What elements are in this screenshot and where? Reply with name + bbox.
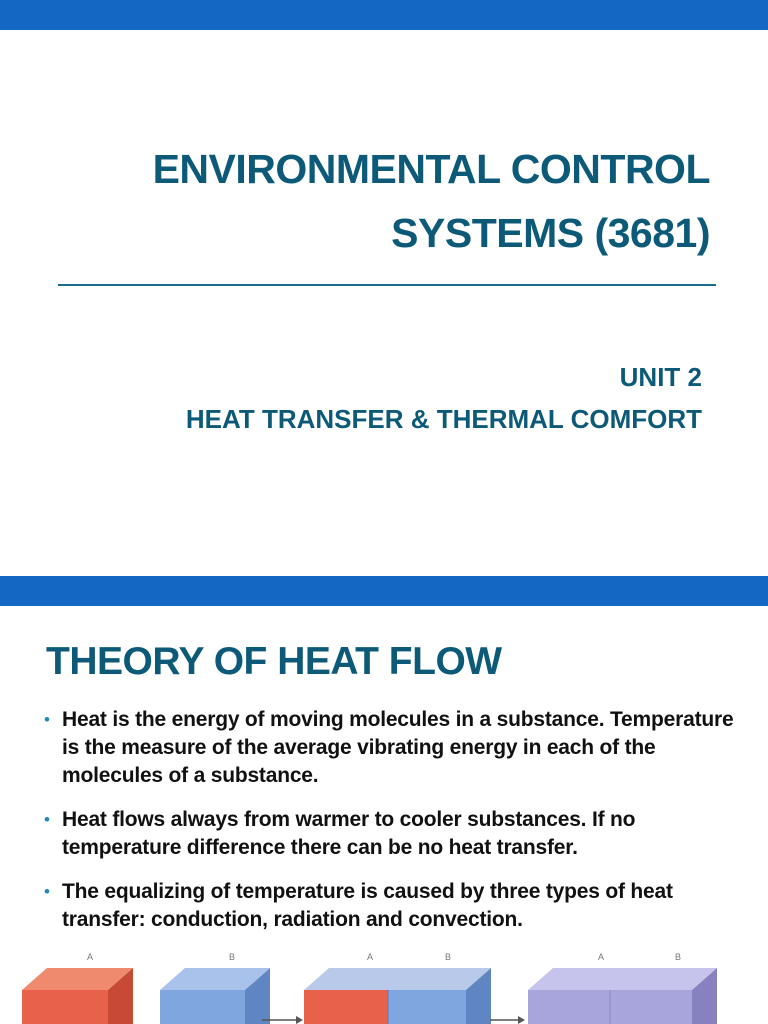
hot-block (22, 968, 133, 1024)
title-divider (58, 284, 716, 286)
top-accent-bar (0, 0, 768, 30)
title-line-1: ENVIRONMENTAL CONTROL (152, 146, 710, 192)
bullet-icon: • (44, 810, 50, 829)
block-label-a: A (367, 952, 374, 962)
bullet-item (44, 878, 734, 934)
block-label-b: B (445, 952, 452, 962)
arrow-right-icon (490, 1016, 525, 1024)
block-label-b: B (229, 952, 236, 962)
cold-block (160, 968, 270, 1024)
bullet-icon: • (44, 882, 50, 901)
block-label-a: A (87, 952, 94, 962)
equalized-blocks (528, 968, 717, 1024)
bullet-item (44, 706, 734, 790)
slide-subtitle (42, 356, 702, 440)
bullet-icon: • (44, 710, 50, 729)
bullet-list (44, 706, 734, 950)
contact-blocks (304, 968, 491, 1024)
bullet-text: Heat is the energy of moving molecules in a substance. Temperature is the measure of the average vibrating energy in each of the molecules of a substance. (62, 708, 734, 787)
heat-blocks-illustration (0, 946, 768, 1024)
unit-label: UNIT 2 (619, 362, 702, 392)
bullet-text: Heat flows always from warmer to cooler substances. If no temperature difference there can be no heat transfer. (62, 808, 636, 859)
unit-topic: HEAT TRANSFER & THERMAL COMFORT (185, 404, 702, 434)
bullet-text: The equalizing of temperature is caused by three types of heat transfer: conduction, radiation and convection. (62, 880, 673, 931)
block-label-b: B (675, 952, 682, 962)
top-accent-bar (0, 576, 768, 606)
slide-heading: THEORY OF HEAT FLOW (46, 640, 502, 683)
heat-transfer-diagram (0, 946, 768, 1024)
slide-title (30, 137, 710, 265)
block-label-a: A (598, 952, 605, 962)
bullet-item (44, 806, 734, 862)
title-line-2: SYSTEMS (3681) (391, 210, 710, 256)
content-slide (0, 576, 768, 1024)
